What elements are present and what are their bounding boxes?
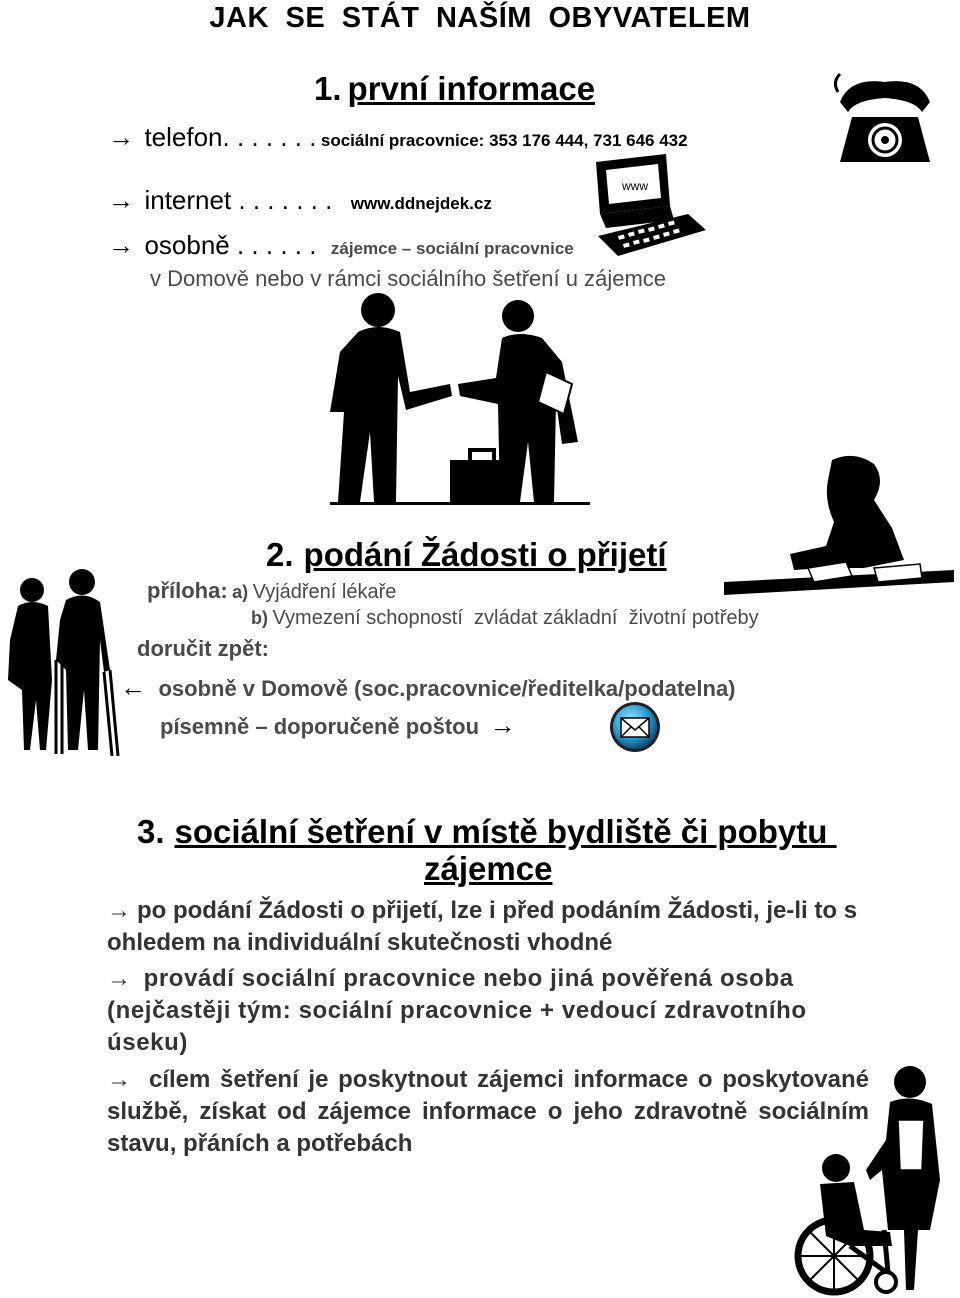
section1-number: 1. — [314, 70, 342, 107]
bullet-1 — [107, 895, 869, 959]
mail-icon[interactable] — [608, 700, 662, 754]
by-post-row — [160, 710, 516, 741]
elderly-couple-illustration — [0, 560, 130, 760]
woman-writing-illustration — [724, 450, 954, 595]
attachment-label: příloha: — [147, 578, 228, 603]
section3-title-line2: zájemce — [424, 850, 553, 887]
item-a-text: Vyjádření lékaře — [252, 581, 397, 603]
arrow-right-icon: → — [107, 1066, 131, 1093]
arrow-right-icon: → — [107, 965, 132, 992]
section1-title: první informace — [347, 70, 596, 107]
arrow-right-icon: → — [108, 185, 134, 215]
arrow-left-icon: ← — [120, 672, 146, 702]
section3-heading — [137, 813, 837, 851]
arrow-right-icon: → — [108, 230, 134, 260]
telephone-icon — [830, 72, 940, 172]
arrow-right-icon: → — [108, 122, 134, 152]
in-person-text: osobně v Domově (soc.pracovnice/ředitelka/podatelna) — [158, 676, 736, 701]
item-a-key: a) — [232, 582, 249, 602]
section3-number: 3. — [137, 813, 165, 850]
deliver-label: doručit zpět: — [137, 636, 269, 661]
attachment-b-row — [251, 607, 759, 630]
phone-value: sociální pracovnice: 353 176 444, 731 646 432 — [320, 131, 688, 150]
arrow-right-icon: → — [107, 897, 131, 924]
bullet-2 — [107, 963, 869, 1059]
section1-heading — [314, 70, 595, 108]
internet-label: internet . . . . . . . — [144, 185, 333, 215]
phone-label: telefon. . . . . . . — [144, 122, 317, 152]
computer-icon — [588, 150, 708, 260]
handshake-illustration — [330, 292, 620, 507]
bullet-2-text: provádí sociální pracovnice nebo jiná pověřená osoba (nejčastěji tým: sociální pracovnice + vedoucí zdravotního úseku) — [107, 965, 807, 1056]
nurse-wheelchair-illustration — [790, 1060, 958, 1296]
bullet-3-text: cílem šetření je poskytnout zájemci informace o poskytované službě, získat od zájemce informace o jeho zdravotně sociálním stavu, přáních a potřebách — [107, 1066, 869, 1157]
personal-value: zájemce – sociální pracovnice — [330, 239, 574, 258]
personal-row — [108, 230, 574, 261]
item-b-text: Vymezení schopností zvládat základní životní potřeby — [272, 607, 759, 629]
monitor-text: www — [622, 179, 648, 193]
section2-heading — [266, 536, 667, 574]
section2-number: 2. — [266, 536, 294, 573]
phone-row — [108, 122, 688, 153]
website-link[interactable]: www.ddnejdek.cz — [350, 194, 492, 213]
item-b-key: b) — [251, 608, 268, 628]
personal-line2: v Domově nebo v rámci sociálního šetření u zájemce — [150, 266, 667, 291]
attachment-a-row — [147, 578, 396, 604]
in-person-row — [120, 672, 736, 703]
page-title: JAK SE STÁT NAŠÍM OBYVATELEM — [209, 2, 751, 34]
section3-title-line1: sociální šetření v místě bydliště či pobytu — [174, 813, 828, 850]
section2-title: podání Žádosti o přijetí — [303, 536, 667, 573]
arrow-right-icon: → — [489, 710, 516, 740]
bullet-1-text: po podání Žádosti o přijetí, lze i před podáním Žádosti, je-li to s ohledem na individuální skutečnosti vhodné — [107, 897, 858, 956]
personal-label: osobně . . . . . . — [144, 230, 317, 260]
internet-row — [108, 185, 492, 216]
bullet-3 — [107, 1064, 869, 1160]
by-post-text: písemně – doporučeně poštou — [160, 714, 480, 739]
